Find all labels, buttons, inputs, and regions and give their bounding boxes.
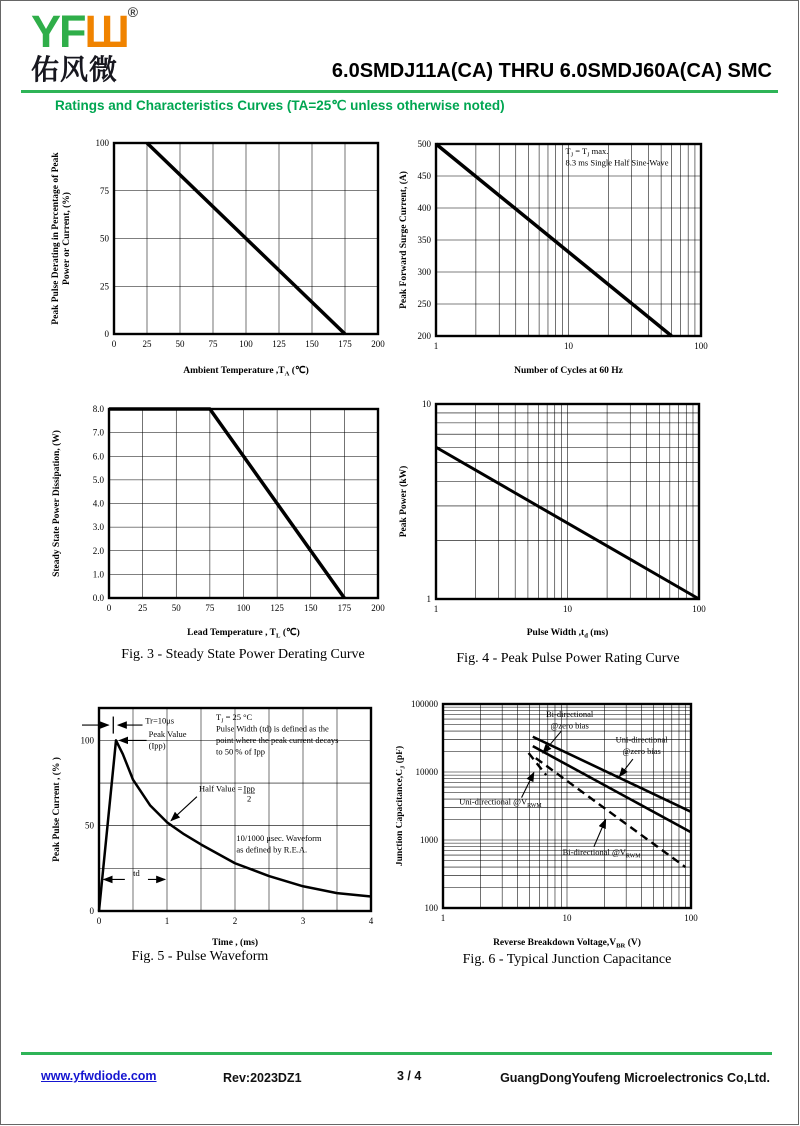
svg-text:25: 25	[142, 339, 152, 349]
svg-text:Pulse Width ,td (ms): Pulse Width $,t_d$ (ms)	[526, 628, 609, 640]
svg-text:td: td	[133, 868, 140, 879]
svg-text:Time , (ms): Time , (ms)	[212, 938, 258, 948]
fig1-plot	[46, 129, 396, 384]
svg-text:@zero bias: @zero bias	[550, 720, 589, 731]
svg-text:0: 0	[106, 603, 112, 613]
svg-text:100: 100	[424, 903, 438, 913]
svg-text:Steady State Power Dissipation: Steady State Power Dissipation, (W)	[52, 430, 62, 577]
logo-chinese-name: 佑风微	[31, 54, 119, 85]
svg-text:8.3 ms Single Half Sine-Wave: 8.3 ms Single Half Sine-Wave	[565, 157, 669, 168]
svg-text:200: 200	[417, 331, 431, 341]
fig6-plot	[396, 696, 726, 956]
website-link[interactable]: www.yfwdiode.com	[41, 1069, 157, 1083]
revision-label: Rev:2023DZ1	[223, 1071, 302, 1085]
svg-text:Peak Forward Surge Current, (A: Peak Forward Surge Current, (A)	[399, 171, 409, 309]
svg-text:75: 75	[205, 603, 215, 613]
svg-text:1.0: 1.0	[92, 569, 104, 580]
svg-text:Power or Current, (%): Power or Current, (%)	[62, 192, 72, 285]
fig6-junction-capacitance-chart	[396, 696, 726, 956]
svg-text:125: 125	[270, 603, 284, 613]
svg-text:1: 1	[440, 913, 446, 923]
svg-text:10000: 10000	[415, 767, 438, 777]
svg-text:400: 400	[417, 203, 431, 213]
svg-text:500: 500	[417, 139, 431, 149]
logo-yf-text: YF	[31, 6, 85, 57]
svg-text:100: 100	[694, 341, 708, 351]
svg-text:0: 0	[96, 916, 102, 926]
svg-text:200: 200	[371, 339, 385, 349]
svg-text:10: 10	[563, 604, 572, 614]
fig2-surge-current-chart	[399, 129, 729, 384]
svg-text:0: 0	[89, 906, 94, 916]
svg-text:Ambient Temperature ,TA (℃): Ambient Temperature $,T_A$ (℃)	[183, 366, 309, 378]
svg-text:TJ = 25 °C: $T_J = 25$ °C	[215, 711, 253, 725]
svg-text:7.0: 7.0	[92, 427, 104, 438]
svg-text:0: 0	[111, 339, 117, 349]
svg-text:Lead Temperature , TL (℃): Lead Temperature , $T_L$ (℃)	[187, 628, 300, 640]
logo-sha-mark: Ш	[84, 6, 128, 57]
svg-text:Peak Power (kW): Peak Power (kW)	[399, 465, 409, 538]
svg-text:75: 75	[100, 185, 109, 196]
fig2-plot	[399, 129, 729, 384]
yfw-logo	[31, 5, 138, 84]
svg-text:6.0: 6.0	[92, 451, 104, 462]
svg-text:Half Value =: Half Value =	[198, 783, 243, 794]
svg-text:0.0: 0.0	[92, 593, 104, 603]
svg-text:300: 300	[417, 267, 431, 277]
fig3-plot	[43, 396, 393, 646]
svg-text:5.0: 5.0	[92, 474, 104, 485]
svg-text:175: 175	[338, 339, 352, 349]
svg-text:75: 75	[208, 339, 218, 349]
svg-text:Number of Cycles at 60 Hz: Number of Cycles at 60 Hz	[514, 366, 623, 376]
svg-text:50: 50	[85, 820, 94, 831]
svg-text:10: 10	[564, 341, 573, 351]
fig4-plot	[399, 391, 729, 646]
svg-text:10: 10	[562, 913, 572, 923]
section-heading: Ratings and Characteristics Curves (TA=25℃ unless otherwise noted)	[55, 98, 505, 113]
svg-text:50: 50	[100, 233, 109, 244]
svg-text:Peak Pulse Current , (% ): Peak Pulse Current , (% )	[52, 757, 62, 862]
svg-text:200: 200	[371, 603, 385, 613]
registered-trademark-icon: ®	[127, 4, 139, 20]
svg-text:Pulse Width (td) is defined as: Pulse Width (td) is defined as the	[215, 723, 329, 734]
svg-text:3: 3	[300, 916, 306, 926]
svg-text:1: 1	[164, 916, 170, 926]
svg-text:150: 150	[305, 339, 319, 349]
svg-text:175: 175	[337, 603, 352, 613]
svg-text:Junction Capacitance,CJ (pF): Junction $Capacitance,C_J$ (pF)	[396, 745, 407, 867]
company-name: GuangDongYoufeng Microelectronics Co,Ltd.	[500, 1071, 770, 1085]
svg-text:Reverse Breakdown Voltage,VBR: Reverse Breakdown $Voltage,V_{BR}$ (V)	[493, 938, 641, 950]
svg-text:350: 350	[417, 235, 431, 245]
footer-divider	[21, 1052, 772, 1055]
svg-text:2: 2	[232, 916, 238, 926]
fig5-caption: Fig. 5 - Pulse Waveform	[131, 949, 269, 964]
svg-text:(Ipp): (Ipp)	[148, 740, 166, 751]
svg-text:250: 250	[417, 299, 431, 309]
document-title: 6.0SMDJ11A(CA) THRU 6.0SMDJ60A(CA) SMC	[331, 60, 772, 82]
svg-text:Bi-directional @VRWM: Bi-directional $@V_{RWM}$	[562, 847, 641, 860]
svg-text:100: 100	[80, 735, 94, 746]
page-number: 3 / 4	[397, 1069, 422, 1083]
svg-text:Uni-directional @VRWM: Uni-directional $@V_{RWM}$	[459, 796, 542, 810]
svg-text:as defined by R.E.A.: as defined by R.E.A.	[236, 844, 308, 855]
svg-text:1: 1	[426, 594, 431, 604]
svg-text:4: 4	[368, 916, 374, 926]
svg-text:3.0: 3.0	[92, 522, 104, 533]
svg-text:100000: 100000	[411, 699, 438, 709]
svg-text:Uni-directional: Uni-directional	[615, 734, 668, 745]
svg-text:100: 100	[239, 339, 253, 349]
svg-text:150: 150	[304, 603, 318, 613]
fig4-caption: Fig. 4 - Peak Pulse Power Rating Curve	[456, 651, 680, 666]
svg-text:100: 100	[236, 603, 251, 613]
svg-text:@zero bias: @zero bias	[622, 746, 661, 757]
fig4-peak-pulse-power-chart	[399, 391, 729, 646]
svg-text:450: 450	[417, 171, 431, 181]
svg-text:4.0: 4.0	[92, 498, 104, 509]
svg-text:25: 25	[100, 281, 109, 292]
svg-text:50: 50	[171, 603, 181, 613]
svg-text:point where the peak current d: point where the peak current decays	[215, 734, 339, 745]
svg-text:10/1000 μsec. Waveform: 10/1000 μsec. Waveform	[236, 833, 322, 844]
header-divider	[21, 90, 778, 93]
svg-text:Peak Pulse Derating in Percent: Peak Pulse Derating in Percentage of Peak	[51, 152, 61, 325]
svg-text:to 50 % of Ipp: to 50 % of Ipp	[215, 746, 266, 757]
svg-text:8.0: 8.0	[92, 404, 104, 414]
svg-text:1000: 1000	[420, 835, 438, 845]
fig6-caption: Fig. 6 - Typical Junction Capacitance	[462, 952, 672, 967]
svg-text:0: 0	[104, 329, 109, 339]
svg-text:2.0: 2.0	[92, 545, 104, 556]
svg-text:TJ = TJ max.: $T_J = T_J$ max.	[565, 146, 609, 159]
fig5-pulse-waveform-chart	[39, 696, 389, 956]
svg-text:Ipp: Ipp	[243, 783, 255, 794]
svg-text:10: 10	[422, 399, 431, 409]
svg-text:100: 100	[692, 604, 706, 614]
fig3-caption: Fig. 3 - Steady State Power Derating Curve	[121, 647, 365, 662]
svg-text:2: 2	[247, 793, 252, 804]
svg-text:Bi-directional: Bi-directional	[546, 709, 594, 720]
svg-text:1: 1	[433, 341, 439, 351]
svg-text:50: 50	[175, 339, 185, 349]
svg-text:Tr=10μs: Tr=10μs	[145, 715, 175, 726]
svg-text:Peak Value: Peak Value	[148, 729, 187, 739]
logo-wordmark	[31, 4, 139, 57]
svg-text:125: 125	[272, 339, 286, 349]
fig5-plot	[39, 696, 389, 956]
fig1-peak-pulse-derating-chart	[46, 129, 396, 384]
svg-text:1: 1	[433, 604, 439, 614]
svg-text:100: 100	[95, 138, 109, 148]
svg-text:25: 25	[138, 603, 148, 613]
fig3-power-derating-chart	[43, 396, 393, 646]
svg-text:100: 100	[684, 913, 698, 923]
